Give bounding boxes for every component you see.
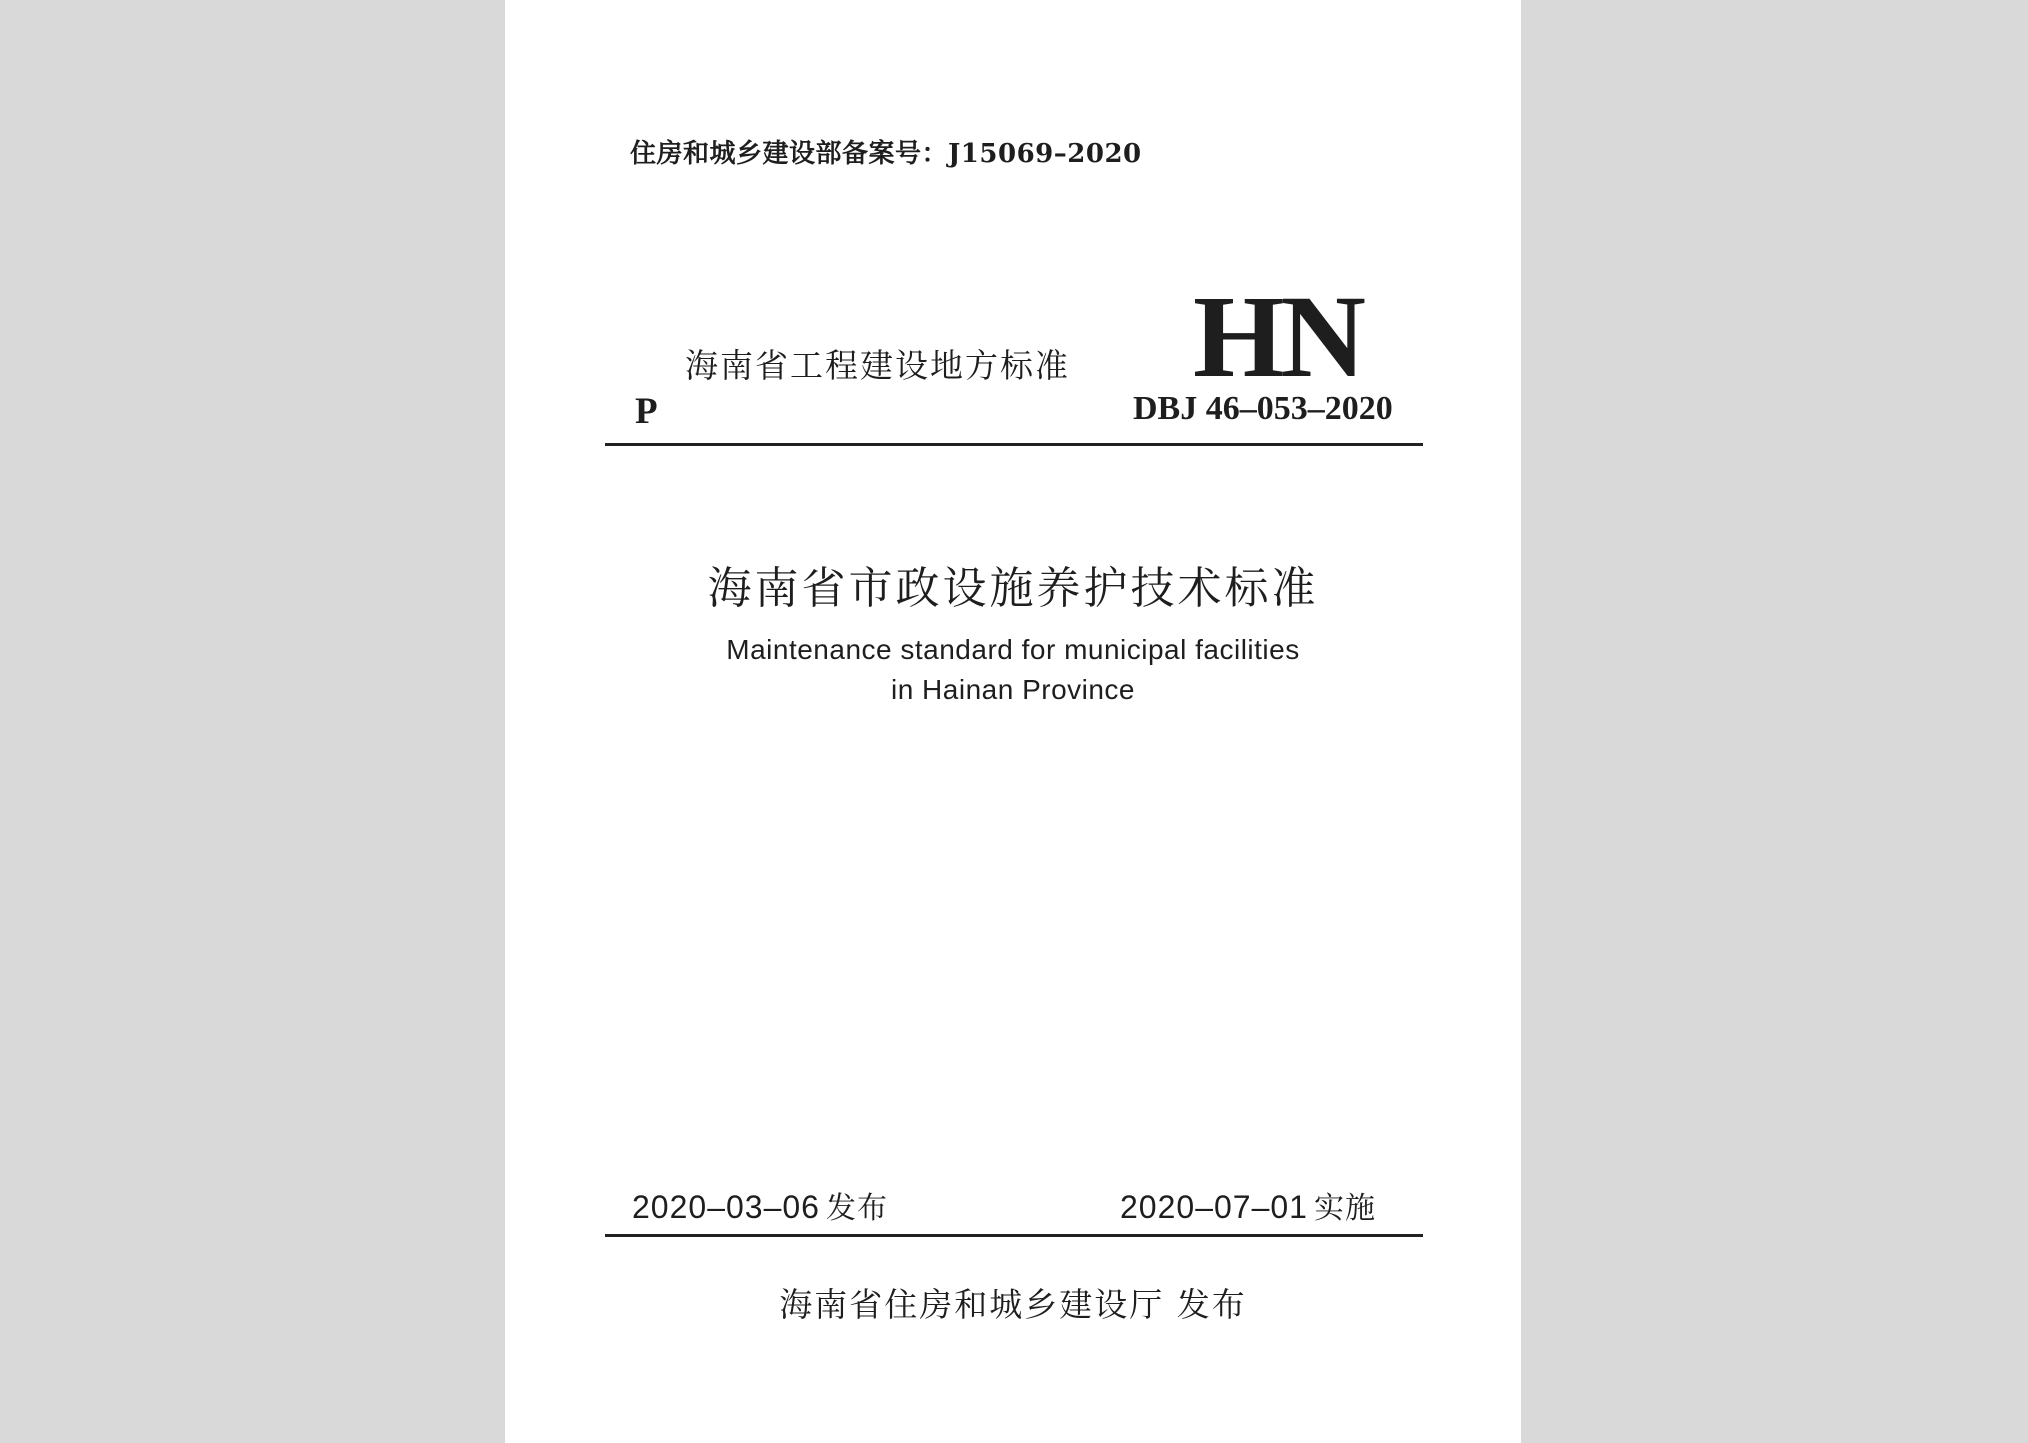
document-page [505,0,1521,1443]
top-rule [605,443,1423,446]
title-english-line-2: in Hainan Province [890,674,1136,705]
implement-date: 2020–07–01 [1120,1189,1308,1225]
title-chinese: 海南省市政设施养护技术标准 [707,563,1319,614]
standard-series: 海南省工程建设地方标准 [685,346,1070,385]
issue-date: 2020–03–06 [632,1189,820,1225]
issue-label: 发布 [825,1191,888,1226]
title-english [505,630,1521,710]
implement-date-block [1120,1183,1376,1227]
hn-mark: HN [1193,271,1362,402]
bottom-rule [605,1234,1423,1237]
record-number: 住房和城乡建设部备案号：J15069–2020 [630,139,1142,169]
publisher: 海南省住房和城乡建设厅 发布 [779,1285,1247,1324]
issue-date-block [632,1183,888,1227]
implement-label: 实施 [1313,1191,1376,1226]
title-english-line-1: Maintenance standard for municipal facilities [726,634,1300,665]
classification-letter: P [635,391,658,432]
standard-number: DBJ 46–053–2020 [1133,390,1393,427]
